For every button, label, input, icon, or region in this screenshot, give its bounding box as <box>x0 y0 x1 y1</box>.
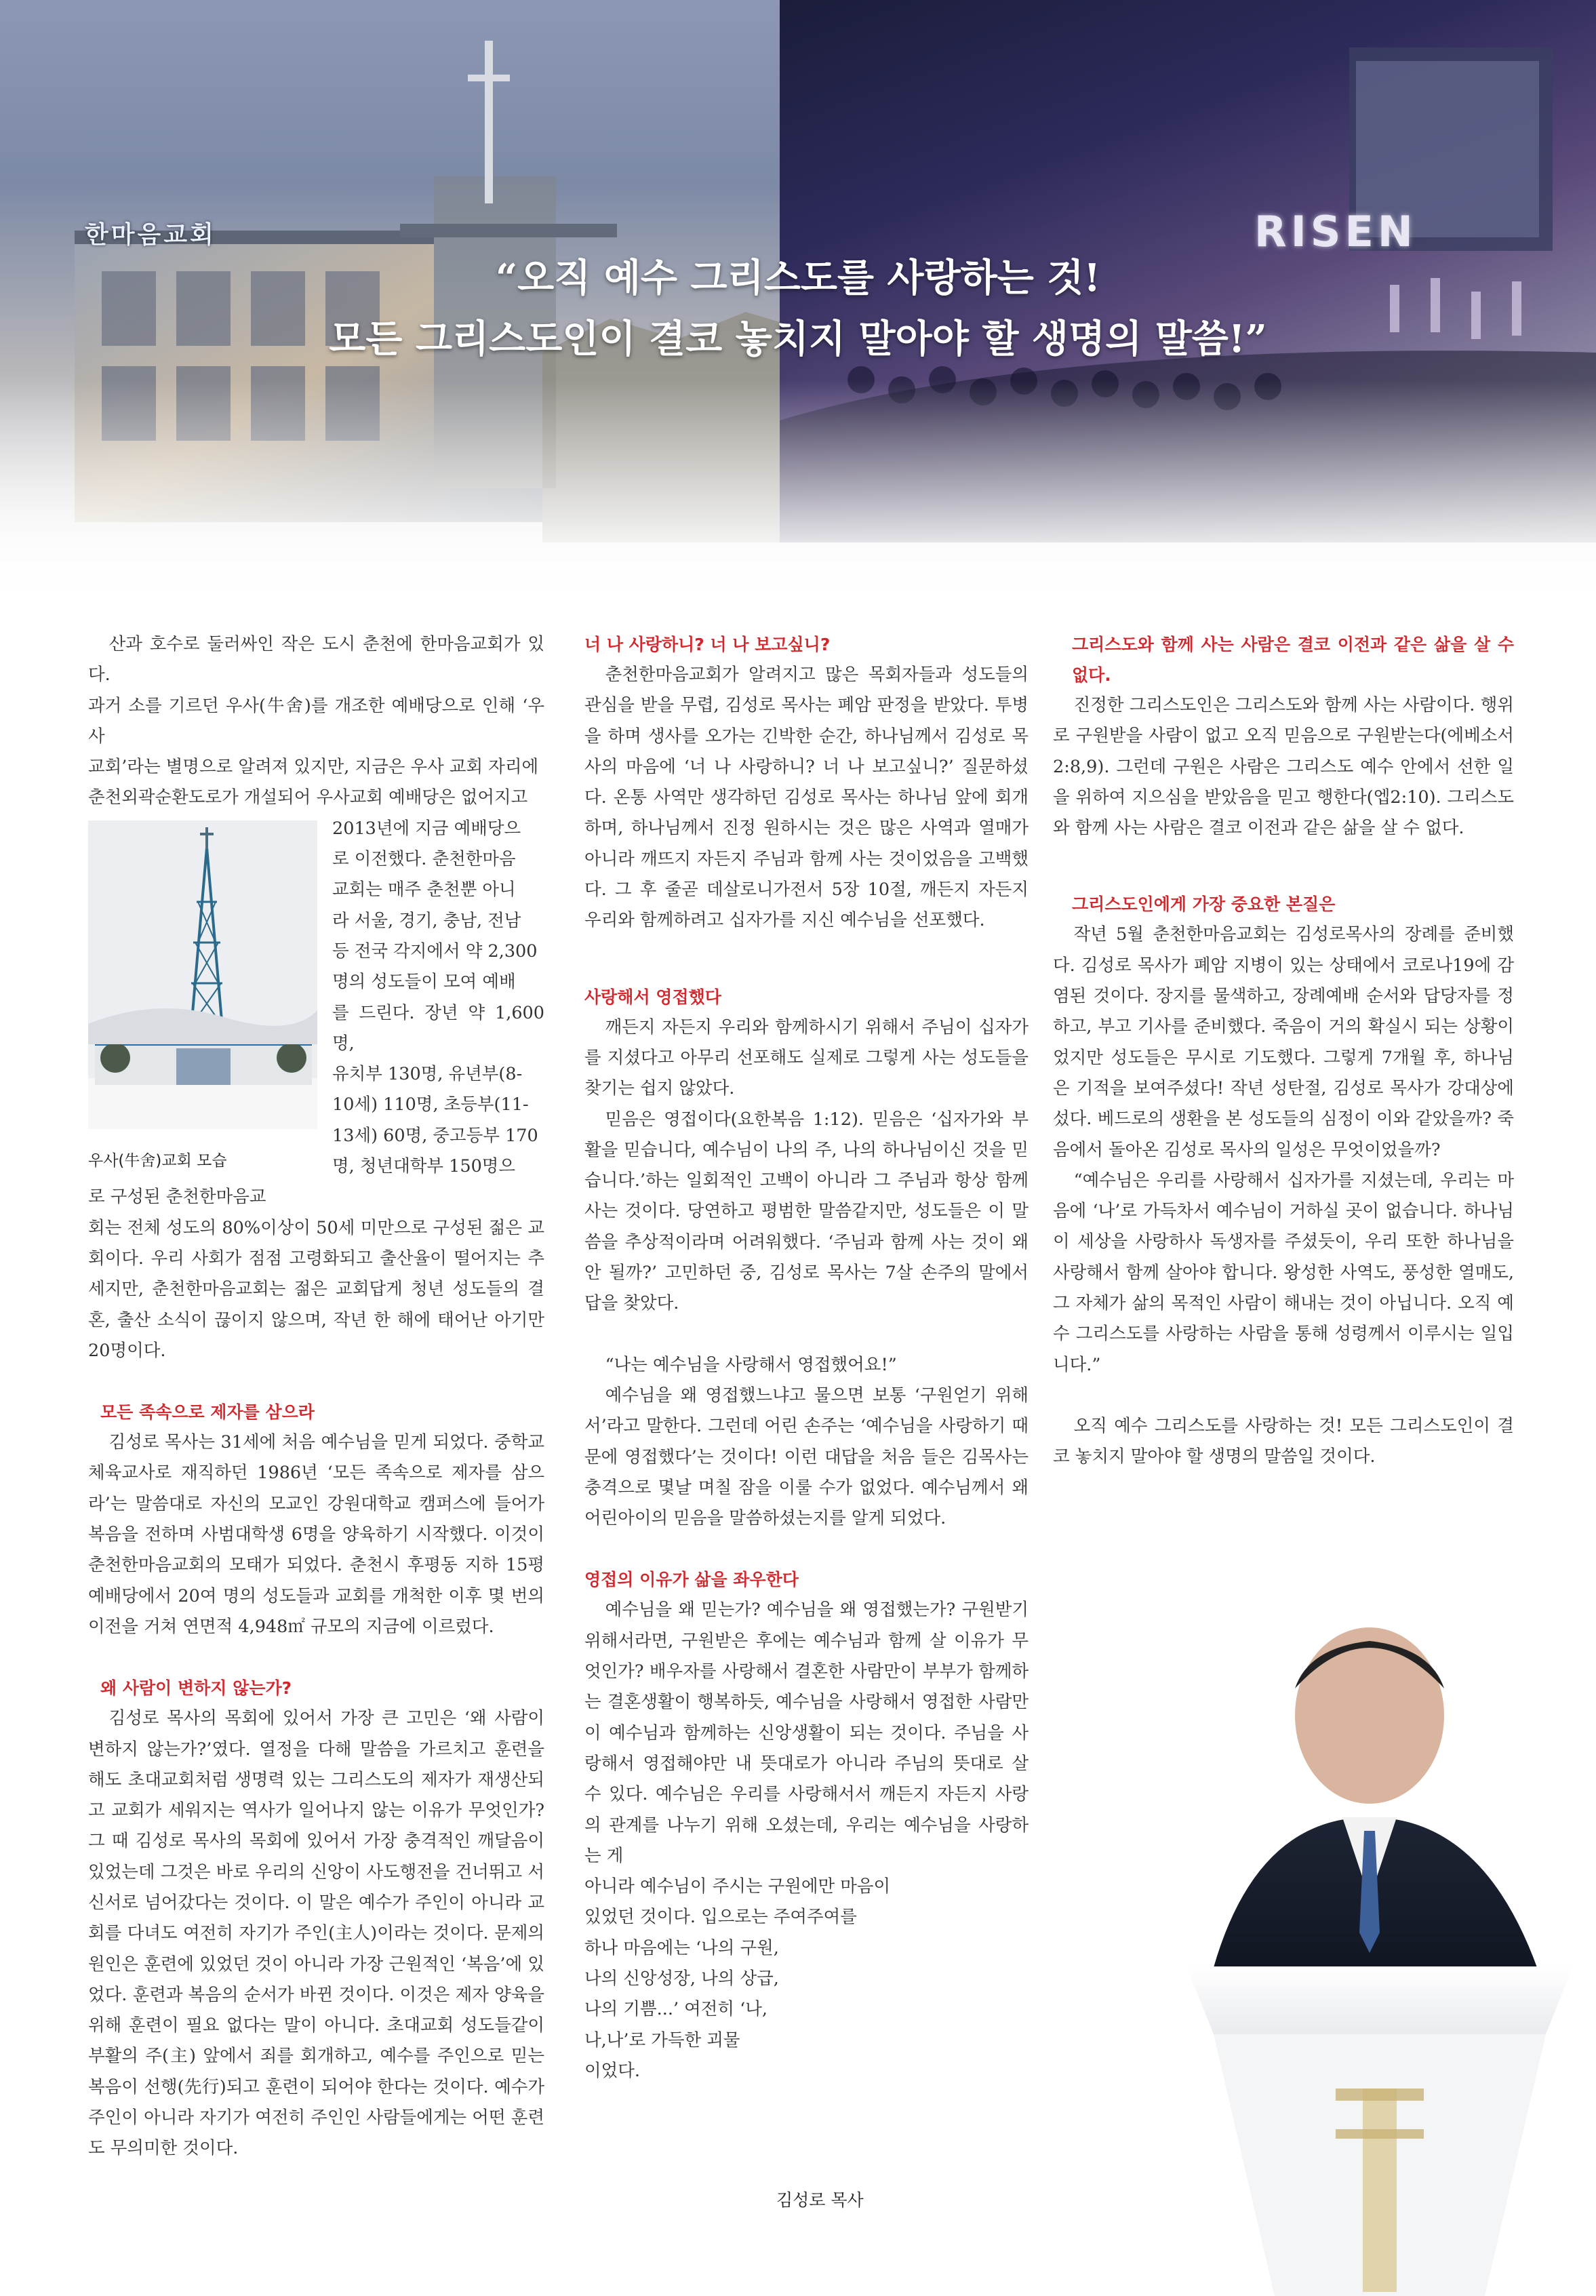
heading-do-you-love-me: 너 나 사랑하니? 너 나 보고싶니? <box>584 635 831 654</box>
article-column-1 <box>88 629 544 2164</box>
beside-photo-line-4: 라 서울, 경기, 충남, 전남 <box>332 910 521 931</box>
intro-line-3: 교회’라는 별명으로 알려져 있지만, 지금은 우사 교회 자리에 <box>88 757 539 778</box>
beside-photo-line-2: 로 이전했다. 춘천한마음 <box>332 849 516 870</box>
hero-banner <box>0 0 1596 610</box>
youth-paragraph: 회는 전체 성도의 80%이상이 50세 미만으로 구성된 젊은 교회이다. 우리 사회가 점점 고령화되고 출산율이 떨어지는 추세지만, 춘천한마음교회는 젊은 교회답게 청년 성도들의 결혼, 출산 소식이 끊이지 않으며, 작년 한 해에 태어난 아기만 20명이다. <box>88 1217 544 1361</box>
hero-quote-line-1: “오직 예수 그리스도를 사랑하는 것! <box>495 256 1101 300</box>
article-column-3 <box>1053 629 1514 1473</box>
paragraph-do-you-love-me: 춘천한마음교회가 알려지고 많은 목회자들과 성도들의 관심을 받을 무렵, 김성로 목사는 폐암 판정을 받았다. 투병을 하며 생사를 오가는 긴박한 순간, 하나님께서 김성로 목사의 마음에 ‘너 나 사랑하니? 너 나 보고싶니?’ 질문하셨다. 온통 사역만 생각하던 김성로 목사는 하나님 앞에 회개하며, 하나님께서 진정 원하시는 것은 많은 사역과 열매가 아니라 깨뜨지 자든지 주님과 함께 사는 것이었음을 고백했다. 그 후 줄곧 데살로니가전서 5장 10절, 깨든지 자든지 우리와 함께하려고 십자가를 지신 예수님을 선포했다. <box>584 665 1029 931</box>
heading-received-in-love: 사랑해서 영접했다 <box>584 987 721 1007</box>
usa-church-photo-caption: 우사(牛舍)교회 모습 <box>88 1152 227 1170</box>
paragraph-essence-2: “예수님은 우리를 사랑해서 십자가를 지셨는데, 우리는 마음에 ‘나’로 가득차서 예수님이 거하실 곳이 없습니다. 하나님이 세상을 사랑하사 독생자를 주셨듯이, 우리 또한 하나님을 사랑해서 함께 살아야 합니다. 왕성한 사역도, 풍성한 열매도, 그 자체가 삶의 목적인 사람이 해내는 것이 아닙니다. 오직 예수 그리스도를 사랑하는 사람을 통해 성령께서 이루시는 일입니다.” <box>1053 1170 1514 1375</box>
article-column-2 <box>584 629 1029 2086</box>
beside-photo-line-6: 명의 성도들이 모여 예배 <box>332 972 516 993</box>
hero-quote <box>0 248 1596 370</box>
grandchild-quote: “나는 예수님을 사랑해서 영접했어요!” <box>605 1354 897 1375</box>
narrow-wrap-text <box>584 1872 896 2086</box>
pastor-photo <box>1166 1614 1596 2296</box>
beside-photo-line-5: 등 전국 각지에서 약 2,300 <box>332 941 538 962</box>
stage-risen-text: RISEN <box>1254 207 1417 256</box>
paragraph-received-in-love-2: 믿음은 영접이다(요한복음 1:12). 믿음은 ‘십자가와 부활을 믿습니다, 예수님이 나의 주, 나의 하나님이신 것을 믿습니다.’하는 일회적인 고백이 아니라 그 주님과 항상 함께 사는 것이다. 당연하고 평범한 말씀같지만, 성도들은 이 말씀을 추상적이라며 어려워했다. ‘주님과 함께 사는 것이 왜 안 될까?’ 고민하던 중, 김성로 목사는 7살 손주의 말에서 답을 찾았다. <box>584 1109 1029 1314</box>
hero-quote-line-2: 모든 그리스도인이 결코 놓치지 말아야 할 생명의 말씀!” <box>329 317 1267 361</box>
hero-fade <box>0 380 1596 610</box>
heading-live-with-christ: 그리스도와 함께 사는 사람은 결코 이전과 같은 삶을 살 수 없다. <box>1072 635 1514 685</box>
beside-photo-line-9: 10세) 110명, 초등부(11- <box>332 1094 529 1115</box>
intro-line-4: 춘천외곽순환도로가 개설되어 우사교회 예배당은 없어지고 <box>88 787 528 808</box>
paragraph-why-no-change: 김성로 목사의 목회에 있어서 가장 큰 고민은 ‘왜 사람이 변하지 않는가?’였다. 열정을 다해 말씀을 가르치고 훈련을 해도 초대교회처럼 생명력 있는 그리스도의 제자가 재생산되고 교회가 세워지는 역사가 일어나지 않는 이유가 무엇인가? 그 때 김성로 목사의 목회에 있어서 가장 충격적인 깨달음이 있었는데 그것은 바로 우리의 신앙이 사도행전을 건너뛰고 서신서로 넘어갔다는 것이다. 이 말은 예수가 주인이 아니라 교회를 다녀도 여전히 자기가 주인(主人)이라는 것이다. 문제의 원인은 훈련에 있었던 것이 아니라 가장 근원적인 ‘복음’에 있었다. 훈련과 복음의 순서가 바뀐 것이다. 이것은 제자 양육을 위해 훈련이 필요 없다는 말이 아니다. 초대교회 성도들같이 부활의 주(主) 앞에서 죄를 회개하고, 예수를 주인으로 믿는 복음이 선행(先行)되고 훈련이 되어야 한다는 것이다. 예수가 주인이 아니라 자기가 여전히 주인인 사람들에게는 어떤 훈련도 무의미한 것이다. <box>88 1708 544 2159</box>
heading-why-no-change: 왜 사람이 변하지 않는가? <box>100 1678 292 1699</box>
beside-photo-line-12: 로 구성된 춘천한마음교 <box>88 1187 266 1208</box>
usa-church-photo <box>88 820 317 1129</box>
narrow-line-5: 나의 기쁨...’ 여전히 ‘나, <box>584 1999 768 2020</box>
heading-make-disciples: 모든 족속으로 제자를 삼으라 <box>100 1402 315 1423</box>
usa-church-photo-figure <box>88 820 317 1173</box>
beside-photo-line-10: 13세) 60명, 중고등부 170 <box>332 1125 538 1146</box>
narrow-line-2: 있었던 것이다. 입으로는 주여주여를 <box>584 1907 857 1928</box>
church-sign: 한마음교회 <box>85 221 216 249</box>
narrow-line-7: 이었다. <box>584 2060 641 2081</box>
heading-reason-for-receiving: 영접의 이유가 삶을 좌우한다 <box>584 1570 799 1590</box>
paragraph-live-with-christ: 진정한 그리스도인은 그리스도와 함께 사는 사람이다. 행위로 구원받을 사람이 없고 오직 믿음으로 구원받는다(에베소서 2:8,9). 그런데 구원은 사람은 그리스도 예수 안에서 선한 일을 위하여 지으심을 받았음을 믿고 행한다(엡2:10). 그리스도와 함께 사는 사람은 결코 이전과 같은 삶을 살 수 없다. <box>1053 695 1514 839</box>
beside-photo-line-1: 2013년에 지금 예배당으 <box>332 818 521 839</box>
beside-photo-line-8: 유치부 130명, 유년부(8- <box>332 1064 523 1085</box>
paragraph-received-in-love-1: 깨든지 자든지 우리와 함께하시기 위해서 주님이 십자가를 지셨다고 아무리 선포해도 실제로 그렇게 사는 성도들을 찾기는 쉽지 않았다. <box>584 1016 1029 1099</box>
narrow-line-1: 아니라 예수님이 주시는 구원에만 마음이 <box>584 1876 891 1897</box>
paragraph-reason-for-receiving: 예수님을 왜 믿는가? 예수님을 왜 영접했는가? 구원받기 위해서라면, 구원받은 후에는 예수님과 함께 살 이유가 무엇인가? 배우자를 사랑해서 결혼한 사람만이 부부가 함께하는 결혼생활이 행복하듯, 예수님을 사랑해서 영접한 사람만이 예수님과 함께하는 신앙생활이 되는 것이다. 주님을 사랑해서 영접해야만 내 뜻대로가 아니라 주님의 뜻대로 살 수 있다. 예수님은 우리를 사랑해서서 깨든지 자든지 사랑의 관계를 나누기 위해 오셨는데, 우리는 예수님을 사랑하는 게 <box>584 1600 1029 1866</box>
intro-line-1: 산과 호수로 둘러싸인 작은 도시 춘천에 한마음교회가 있다. <box>88 634 544 686</box>
beside-photo-line-7: 를 드린다. 장년 약 1,600명, <box>332 1002 544 1054</box>
narrow-line-4: 나의 신앙성장, 나의 상급, <box>584 1968 779 1989</box>
intro-line-2: 과거 소를 기르던 우사(牛舍)를 개조한 예배당으로 인해 ‘우사 <box>88 695 544 747</box>
beside-photo-line-3: 교회는 매주 춘천뿐 아니 <box>332 879 516 900</box>
narrow-line-6: 나,나’로 가득한 괴물 <box>584 2030 740 2051</box>
beside-photo-line-11: 명, 청년대학부 150명으 <box>332 1156 516 1177</box>
paragraph-essence-1: 작년 5월 춘천한마음교회는 김성로목사의 장례를 준비했다. 김성로 목사가 폐암 지병이 있는 상태에서 코로나19에 감염된 것이다. 장지를 물색하고, 장례예배 순서와 답당자를 정하고, 부고 기사를 준비했다. 죽음이 거의 확실시 되는 상황이었지만 성도들은 무시로 기도했다. 그렇게 7개월 후, 하나님은 기적을 보여주셨다! 작년 성탄절, 김성로 목사가 강대상에 섰다. 베드로의 생환을 본 성도들의 심정이 이와 같았을까? 죽음에서 돌아온 김성로 목사의 일성은 무엇이었을까? <box>1053 924 1514 1160</box>
paragraph-conclusion: 오직 예수 그리스도를 사랑하는 것! 모든 그리스도인이 결코 놓치지 말아야 할 생명의 말씀일 것이다. <box>1053 1415 1514 1467</box>
paragraph-received-in-love-3: 예수님을 왜 영접했느냐고 물으면 보통 ‘구원얻기 위해서’라고 말한다. 그런데 어린 손주는 ‘예수님을 사랑하기 때문에 영접했다’는 것이다! 이런 대답을 처음 들은 김목사는 충격으로 몇날 며칠 잠을 이룰 수가 없었다. 예수님께서 왜 어린아이의 믿음을 말씀하셨는지를 알게 되었다. <box>584 1385 1029 1529</box>
narrow-line-3: 하나 마음에는 ‘나의 구원, <box>584 1937 779 1958</box>
pastor-caption: 김성로 목사 <box>776 2190 864 2210</box>
paragraph-make-disciples: 김성로 목사는 31세에 처음 예수님을 믿게 되었다. 중학교 체육교사로 재직하던 1986년 ‘모든 족속으로 제자를 삼으라’는 말씀대로 자신의 모교인 강원대학교 캠퍼스에 들어가 복음을 전하며 사범대학생 6명을 양육하기 시작했다. 이것이 춘천한마음교회의 모태가 되었다. 춘천시 후평동 지하 15평 예배당에서 20여 명의 성도들과 교회를 개척한 이후 몇 번의 이전을 거쳐 연면적 4,948㎡ 규모의 지금에 이르렀다. <box>88 1432 544 1637</box>
heading-essence: 그리스도인에게 가장 중요한 본질은 <box>1072 894 1336 915</box>
